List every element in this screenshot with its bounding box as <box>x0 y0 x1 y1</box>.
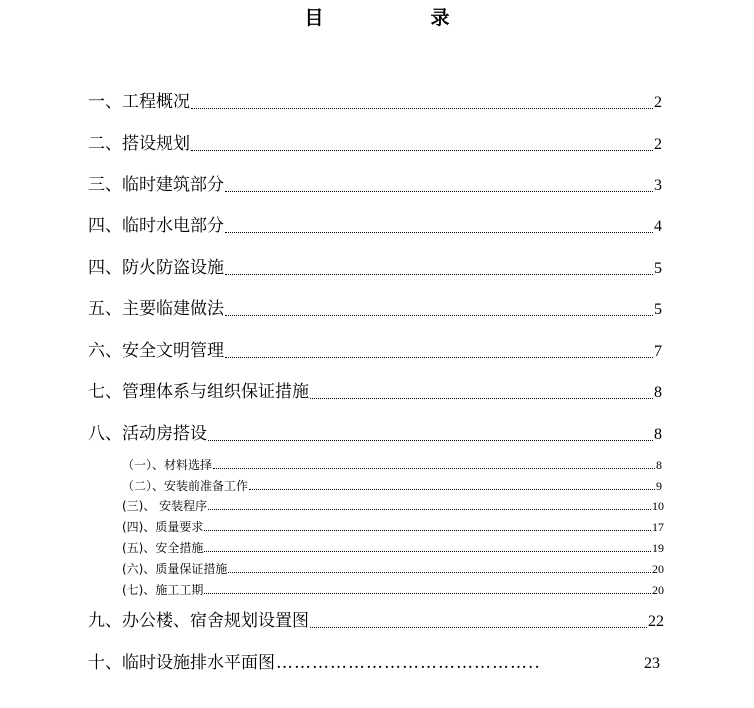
toc-sub-entry-page: 20 <box>652 583 664 597</box>
toc-sub-entry[interactable] <box>122 540 664 556</box>
toc-entry-label: 三、临时建筑部分 <box>88 175 224 195</box>
toc-sub-entry-page: 9 <box>656 479 662 493</box>
toc-leader <box>310 613 647 628</box>
toc-entry-label: 五、主要临建做法 <box>88 299 224 319</box>
toc-entry-page: 5 <box>654 301 662 318</box>
toc-sub-entry-label: (五)、安全措施 <box>122 541 204 555</box>
toc-leader <box>191 94 653 109</box>
toc-entry[interactable] <box>88 133 662 156</box>
toc-sub-entry-label: （二）、安装前准备工作 <box>122 479 249 493</box>
toc-leader <box>225 343 653 358</box>
toc-leader <box>204 520 651 531</box>
toc-sub-entry[interactable] <box>122 457 662 473</box>
toc-entry-page: 3 <box>654 177 662 194</box>
toc-entry[interactable] <box>88 215 662 238</box>
toc-sub-entry[interactable] <box>122 582 664 598</box>
toc-entry[interactable] <box>88 91 662 114</box>
toc-entry-label: 七、管理体系与组织保证措施 <box>88 382 309 402</box>
toc-sub-entry-page: 8 <box>656 458 662 472</box>
toc-leader <box>228 562 651 573</box>
toc-sub-entry-label: (三)、 安装程序 <box>122 499 208 513</box>
toc-entry[interactable] <box>88 340 662 363</box>
toc-entry-page: 23 <box>644 655 660 672</box>
toc-entry-page: 5 <box>654 260 662 277</box>
toc-entry-page: 4 <box>654 218 662 235</box>
toc-leader <box>225 260 653 275</box>
toc-entry[interactable] <box>88 652 660 675</box>
toc-entry[interactable] <box>88 298 662 321</box>
toc-entry-label: 一、工程概况 <box>88 92 190 112</box>
toc-sub-entry-label: （一）、材料选择 <box>122 458 213 472</box>
toc-entry-label: 八、活动房搭设 <box>88 424 207 444</box>
toc-leader <box>208 499 651 510</box>
toc-leader <box>208 426 653 441</box>
toc-sub-entry-page: 10 <box>652 499 664 513</box>
toc-leader <box>213 458 655 469</box>
toc-entry-label: 四、临时水电部分 <box>88 216 224 236</box>
toc-leader <box>249 479 655 490</box>
toc-entry-page: 8 <box>654 384 662 401</box>
toc-leader <box>225 177 653 192</box>
toc-sub-entry-page: 19 <box>652 541 664 555</box>
toc-entry-page: 8 <box>654 426 662 443</box>
toc-sub-entry[interactable] <box>122 519 664 535</box>
toc-leader <box>191 136 653 151</box>
toc-entry-label: 十、临时设施排水平面图 <box>88 653 275 673</box>
toc-entry[interactable] <box>88 257 662 280</box>
toc-leader-text: …………………………………….. <box>276 653 541 673</box>
toc-sub-entry[interactable] <box>122 478 662 494</box>
toc-entry-page: 2 <box>654 94 662 111</box>
toc-sub-entry[interactable] <box>122 561 664 577</box>
toc-sub-entry-label: (六)、质量保证措施 <box>122 562 228 576</box>
toc-entry[interactable] <box>88 174 662 197</box>
toc-sub-entry-page: 20 <box>652 562 664 576</box>
toc-leader <box>204 541 651 552</box>
toc-sub-entry[interactable] <box>122 498 664 514</box>
toc-entry-label: 四、防火防盗设施 <box>88 258 224 278</box>
toc-leader <box>310 384 653 399</box>
toc-sub-entry-label: (四)、质量要求 <box>122 520 204 534</box>
toc-entry[interactable] <box>88 423 662 446</box>
toc-entry-page: 7 <box>654 343 662 360</box>
toc-sub-entry-page: 17 <box>652 520 664 534</box>
toc-leader <box>204 583 651 594</box>
toc-entry-page: 2 <box>654 136 662 153</box>
toc-sub-entry-label: (七)、施工工期 <box>122 583 204 597</box>
toc-entry-label: 二、搭设规划 <box>88 134 190 154</box>
toc-entry-label: 九、办公楼、宿舍规划设置图 <box>88 611 309 631</box>
toc-leader <box>225 301 653 316</box>
toc-entry-label: 六、安全文明管理 <box>88 341 224 361</box>
toc-entry[interactable] <box>88 610 664 633</box>
toc-entry-page: 22 <box>648 613 664 630</box>
toc-leader <box>225 218 653 233</box>
toc-entry[interactable] <box>88 381 662 404</box>
toc-title: 目 录 <box>304 7 494 29</box>
